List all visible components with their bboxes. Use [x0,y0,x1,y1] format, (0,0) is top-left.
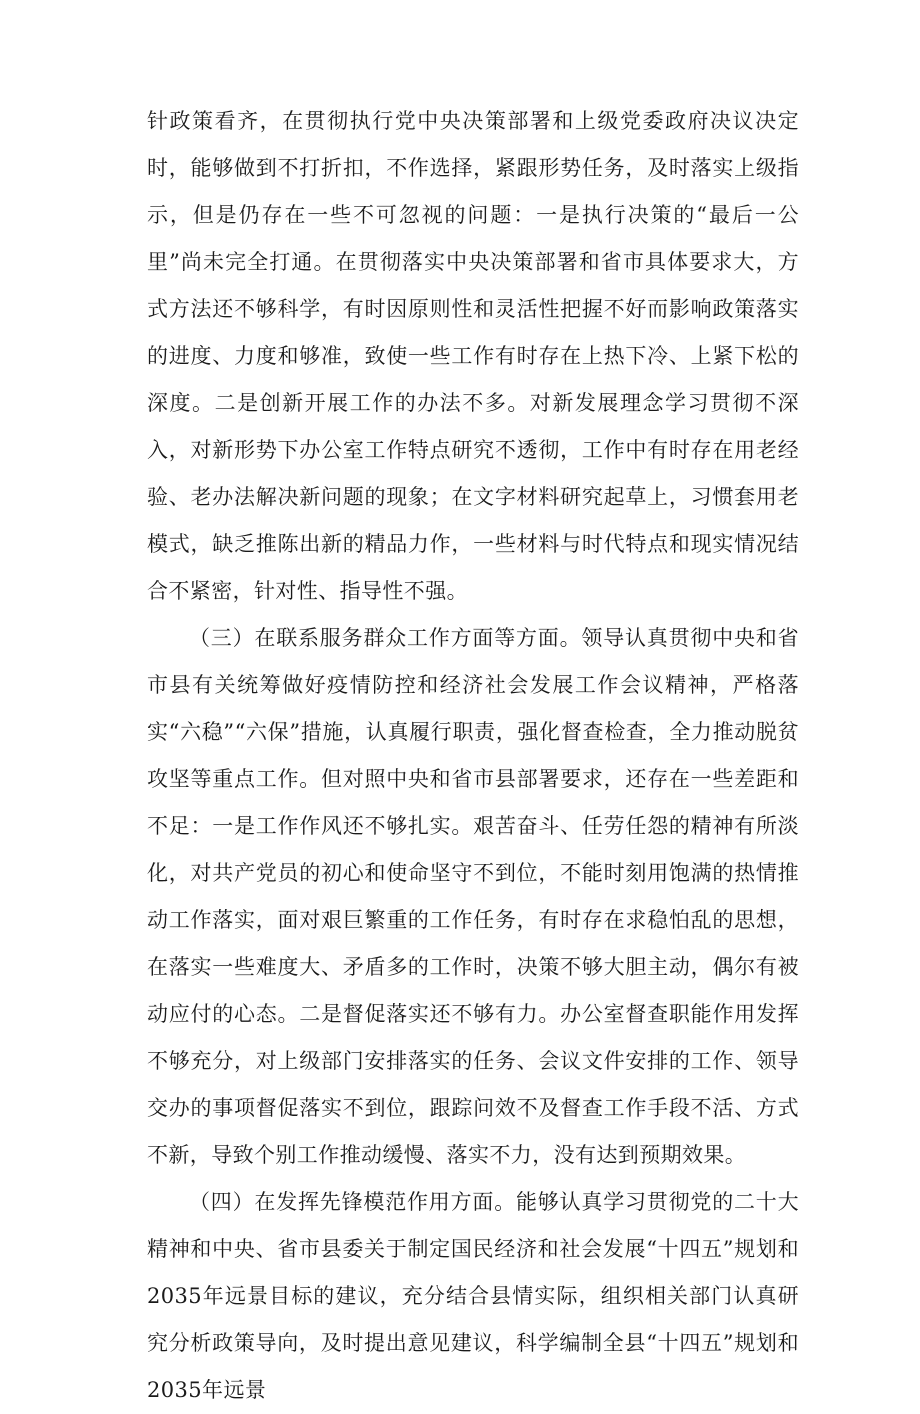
paragraph-section-4: （四）在发挥先锋模范作用方面。能够认真学习贯彻党的二十大精神和中央、省市县委关于制定国民经济和社会发展“十四五”规划和2035年远景目标的建议，充分结合县情实际，组织相关部门认真研究分析政策导向，及时提出意见建议，科学编制全县“十四五”规划和2035年远景 [147,1190,799,1402]
paragraph-continuation: 针政策看齐，在贯彻执行党中央决策部署和上级党委政府决议决定时，能够做到不打折扣，不作选择，紧跟形势任务，及时落实上级指示，但是仍存在一些不可忽视的问题：一是执行决策的“最后一公里”尚未完全打通。在贯彻落实中央决策部署和省市具体要求大，方式方法还不够科学，有时因原则性和灵活性把握不好而影响政策落实的进度、力度和够准，致使一些工作有时存在上热下冷、上紧下松的深度。二是创新开展工作的办法不多。对新发展理念学习贯彻不深入，对新形势下办公室工作特点研究不透彻，工作中有时存在用老经验、老办法解决新问题的现象；在文字材料研究起草上，习惯套用老模式，缺乏推陈出新的精品力作，一些材料与时代特点和现实情况结合不紧密，针对性、指导性不强。 [147,109,799,603]
paragraph-section-3: （三）在联系服务群众工作方面等方面。领导认真贯彻中央和省市县有关统筹做好疫情防控和经济社会发展工作会议精神，严格落实“六稳”“六保”措施，认真履行职责，强化督查检查，全力推动脱贫攻坚等重点工作。但对照中央和省市县部署要求，还存在一些差距和不足：一是工作作风还不够扎实。艰苦奋斗、任劳任怨的精神有所淡化，对共产党员的初心和使命坚守不到位，不能时刻用饱满的热情推动工作落实，面对艰巨繁重的工作任务，有时存在求稳怕乱的思想，在落实一些难度大、矛盾多的工作时，决策不够大胆主动，偶尔有被动应付的心态。二是督促落实还不够有力。办公室督查职能作用发挥不够充分，对上级部门安排落实的任务、会议文件安排的工作、领导交办的事项督促落实不到位，跟踪问效不及督查工作手段不活、方式不新，导致个别工作推动缓慢、落实不力，没有达到预期效果。 [147,626,799,1167]
document-body [147,98,799,1414]
